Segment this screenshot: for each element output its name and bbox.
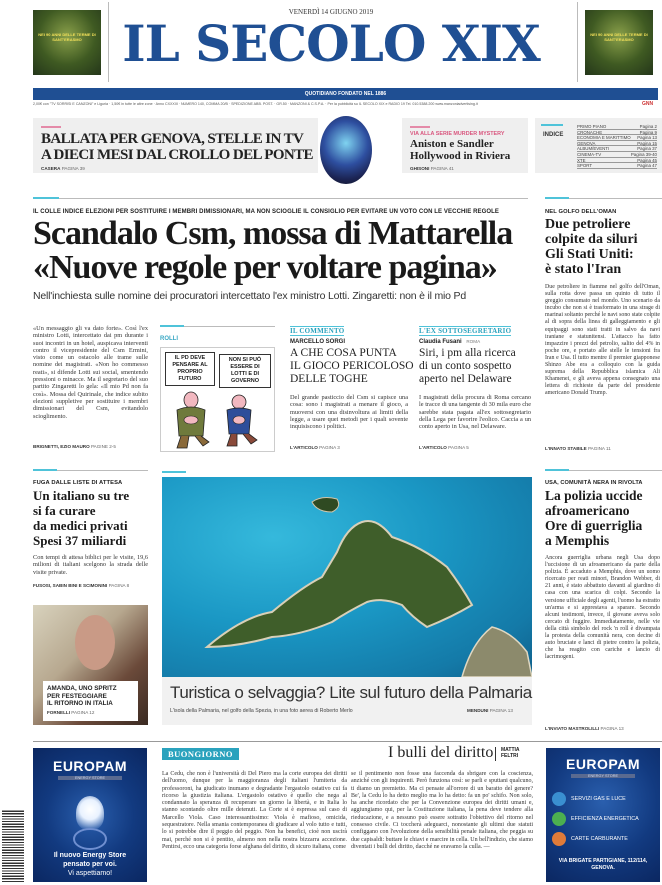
- ad-right-service-3: [552, 832, 628, 846]
- palmaria-page: PAGINA 13: [489, 708, 513, 713]
- oman-body: Due petroliere in fiamme nel golfo dell'Oman, sulla rotta dove passa un quinto di tutto il greggio consumato nel mondo. Uno scenario da incubo che non si è trasformato in una strage di marinai soltanto perché le navi sono state colpite al di sopra della linea di galleggiamento e gli equipaggi sono stati tratti in salvo da navi iraniane e statunitensi. L'attacco ha fatto impazzire i prezzi del petrolio, salito del 4% in poche ore, e portato alle stelle le tensioni fra Iran e Usa. Il tutto mentre il premier giapponese Shinzo Abe era a colloquio con la guida suprema della Repubblica islamica Ali Khamenei, e gli aveva appena consegnato una lettera di richieste da parte del presidente americano Donald Trump.: [545, 284, 660, 397]
- amanda-photo[interactable]: [33, 605, 148, 725]
- teaser-left[interactable]: [33, 118, 318, 173]
- lead-credit: [33, 444, 116, 449]
- house-icon: [552, 812, 566, 826]
- cartoon-bubble-left: IL PD DEVE PENSARE AL PROPRIO FUTURO: [165, 352, 215, 386]
- founded-bar: [33, 88, 658, 100]
- teaser-left-page: PAGINA 39: [61, 166, 85, 171]
- index-section: PRIMO PIANO: [577, 124, 607, 129]
- comment-credit: [290, 445, 340, 450]
- oman-author: L'INNATO STABILE: [545, 446, 587, 451]
- oman-credit: [545, 446, 611, 451]
- fuel-icon: [552, 832, 566, 846]
- comment-body: Del grande pasticcio del Csm si capisce una cosa: sono i magistrati a menare il gioco, a muoversi con una disinvoltura ai limiti della legge, a usare quei metodi per i quali sovente inquisiscono i politici.: [290, 394, 408, 431]
- palmaria-photo[interactable]: [162, 477, 532, 677]
- memphis-author: L'INVIATO MASTROLILLI: [545, 726, 600, 731]
- bottom-rule: [33, 741, 662, 742]
- index-accent: [541, 124, 563, 126]
- index-page: Pagina 37: [637, 146, 657, 152]
- memphis-title-3[interactable]: Ore di guerriglia: [545, 518, 643, 533]
- buongiorno-author: [501, 747, 520, 759]
- memphis-page: PAGINA 13: [600, 726, 624, 731]
- siri-author: Claudia Fusani: [419, 339, 462, 345]
- siri-title-1[interactable]: Siri, i pm alla ricerca: [419, 347, 516, 359]
- ad-right-address-2: GENOVA.: [591, 865, 615, 871]
- amanda-author: FORNELLI: [47, 709, 70, 715]
- ad-right-service-2: [552, 812, 639, 826]
- memphis-body: Ancora guerriglia urbana negli Usa dopo l'uccisione di un afroamericano da parte della polizia. È accaduto a Memphis, dove un uomo ricercato per reati minori, Brandon Webber, di 21 anni, è stato abbattuto davanti al giardino di casa con una scarica di colpi. Secondo la versione ufficiale degli agenti, l'uomo ha estratto un'arma e si apprestava a sparare. Secondo alcuni testimoni, invece, il giovane aveva solo cercato di fuggire. Immediatamente, nelle vie della città simbolo del rock 'n roll è divampata la protesta della comunità nera, con decine di auto bruciate e lanci di pietre contro la polizia, che ha reagito con cariche e lancio di lacrimogeni.: [545, 555, 660, 661]
- founded-text: QUOTIDIANO FONDATO NEL 1886: [304, 91, 387, 97]
- price-line: 2,00€ con "TV SORRISI E CANZONI" e Liguria · 1,50€ in tutte le altre zone · Anno CXXXIII · NUMERO 140, COMMA 20/B · SPEDIZIONE ABB. POST. · GR.50 · MANZONI & C.S.P.A. · Per la pubblicità su IL SECOLO XIX e RADIO 19 Tel. 010.5388.200 www.manzoniadvertising.it: [33, 102, 478, 106]
- buongiorno-col-2: se il pentimento non fosse una faccenda da sbrigare con la coscienza, anziché con gli inquirenti. Però funziona così: se parli e sputtani qualcuno, ti diamo un premietto. Ma ci pensate all'orrore di un baratto del genere? Be', la Cedu lo ha detto meglio ma lo ha detto: fa un po' schifo. Non solo, ha anche ricordato che per la Convenzione europea dei diritti umani e, aggiungiamo qui, per la Costituzione italiana, la pena deve tendere alla rieducazione, e a nessuno può essere sottratto l'obiettivo del ritorno nel consesso civile. Ci toccherà adeguarci, nonostante gli ultimi due statuti configgano con l'evoluzione della sensibilità penale italiana, che peggia su due capisaldi: buttare le chiavi e marcire in cella. Un bell'indizio, che siamo diventati i bulli del diritto, dacché ne eravamo la culla. —: [351, 771, 534, 850]
- cartoon-frame[interactable]: [160, 347, 275, 452]
- health-body: Con tempi di attesa biblici per le visite, 19,6 milioni di italiani scelgono la strada delle visite private.: [33, 554, 148, 576]
- comment-credit-label: L'ARTICOLO: [290, 445, 318, 450]
- lead-kicker: IL COLLE INDICE ELEZIONI PER SOSTITUIRE I MEMBRI DIMISSIONARI, MA NON SCIOGLIE IL CONSIGLIO PER EVITARE UN VOTO CON LE VECCHIE REGOLE: [33, 209, 500, 215]
- ad-right-service-label: EFFICIENZA ENERGETICA: [571, 816, 639, 822]
- index-page: Pagina 15: [637, 140, 657, 146]
- teaser-photo-stage[interactable]: [320, 116, 372, 184]
- index-section: ALBUM/EVENTI: [577, 146, 610, 152]
- health-title-3[interactable]: da medici privati: [33, 518, 128, 533]
- health-credit: [33, 583, 129, 588]
- index-section: GENOVA: [577, 140, 596, 146]
- siri-byline: [419, 339, 480, 345]
- ad-right-service-label: CARTE CARBURANTE: [571, 836, 628, 842]
- ad-left-brand: EUROPAM: [52, 758, 128, 774]
- cartoon-label: ROLLI: [160, 336, 178, 342]
- buongiorno-title[interactable]: I bulli del diritto: [388, 744, 494, 761]
- amanda-caption-2: PER FESTEGGIARE: [47, 692, 107, 700]
- buongiorno-label: BUONGIORNO: [162, 748, 239, 760]
- index-section: XTE: [577, 157, 586, 163]
- teaser-left-title-1: BALLATA PER GENOVA, STELLE IN TV: [41, 131, 304, 147]
- ear-ad-right-text: NEI 90 ANNI DELLE TERME DI SANT'ERASMO: [590, 32, 648, 42]
- teaser-middle-page: PAGINA 41: [430, 166, 454, 171]
- memphis-title-1[interactable]: La polizia uccide: [545, 488, 643, 503]
- siri-title-3[interactable]: aperto nel Delaware: [419, 373, 512, 385]
- amanda-credit: [47, 710, 134, 715]
- gas-light-icon: [552, 792, 566, 806]
- siri-page: PAGINA 5: [448, 445, 469, 450]
- ad-right-tagline: ENERGY STORE: [571, 774, 635, 778]
- health-author: FUSOSI, SABIN BINI E SCIMONINI: [33, 583, 108, 588]
- teaser-middle-title-2: Hollywood in Riviera: [410, 150, 511, 162]
- health-page: PAGINA 8: [108, 583, 130, 588]
- health-title-4[interactable]: Spesi 37 miliardi: [33, 533, 127, 548]
- siri-credit-label: L'ARTICOLO: [419, 445, 447, 450]
- ad-right-address-1: VIA BRIGATE PARTIGIANE, 112/114,: [558, 858, 648, 864]
- cartoon-bubble-right: NON SI PUÒ ESSERE DI LOTTI E DI GOVERNO: [219, 354, 271, 388]
- lead-top-rule: [33, 198, 528, 199]
- siri-body: I magistrati della procura di Roma cercano le tracce di una tangente di 30 mila euro che sarebbe stata pagata all'ex sottosegretario della Lega per favorire l'eolico. Caccia a un conto aperto in Usa, nel Delaware.: [419, 394, 531, 431]
- comment-kicker: IL COMMENTO: [290, 327, 345, 335]
- index-section: SPORT: [577, 163, 593, 169]
- index-page: Pagina 47: [637, 163, 657, 169]
- pacifier-ring-icon: [73, 828, 107, 850]
- siri-title-2[interactable]: di un conto sospetto: [419, 360, 512, 372]
- amanda-caption-3: IL RITORNO IN ITALIA: [47, 700, 113, 707]
- index-section: ECONOMIA E MARITTIMO: [577, 135, 631, 141]
- buongiorno-col-1: La Cedu, che non è l'università di Del Piero ma la corte europea dei diritti dell'uomo, dunque per la maggioranza degli italiani l'umiteria da professoroni, ha giudicato inumano e degradante l'ergastolo ostativo cui fa ricorso la giustizia italiana. L'ergastolo ostativo è quello che nega al condannato la speranza di recuperare un giorno la libertà, e in Italia lo stanno scontando oltre mille detenuti. La Corte si è espressa sul caso di Marcello Viola. Caso interessantissimo: Viola è mafioso, omicida, sequestratore. Nella smania contemporanea di giudicare al volo tutto e tutti, lo si potrebbe dire il peggio del peggio. Non ha benefici, cioè non uscirà mai, perché non si è pentito, almeno non nella nostra bizzarra accezione. Pentirsi, ecco una categoria forse afghana del diritto, di sicuro italiana, come: [162, 771, 347, 850]
- palmaria-credit: [467, 708, 513, 713]
- teaser-middle[interactable]: [402, 118, 528, 173]
- corner-logo: GNN: [642, 101, 654, 107]
- ad-left-tagline: ENERGY STORE: [58, 776, 122, 780]
- health-title-2[interactable]: si fa curare: [33, 503, 96, 518]
- palmaria-accent: [162, 471, 186, 473]
- ad-left[interactable]: [33, 748, 147, 882]
- teaser-middle-accent: [410, 126, 430, 128]
- ad-right-service-label: SERVIZI GAS E LUCE: [571, 796, 626, 802]
- health-kicker: FUGA DALLE LISTE DI ATTESA: [33, 480, 123, 486]
- comment-author: MARCELLO SORGI: [290, 339, 345, 345]
- lead-headline-2[interactable]: «Nuove regole per voltare pagina»: [33, 249, 497, 286]
- palmaria-caption-box: [162, 677, 532, 725]
- index-section: CINEMA-TV: [577, 151, 602, 157]
- index-section: CRONACHE: [577, 129, 603, 135]
- teaser-middle-credit: [410, 166, 454, 171]
- ad-right-service-1: [552, 792, 626, 806]
- cartoon-figures: [161, 388, 275, 452]
- lead-subhead: Nell'inchiesta sulle nomine dei procuratori intercettato l'ex ministro Lotti. Zingaretti: non è il mio Pd: [33, 290, 466, 302]
- comment-title-2[interactable]: IL GIOCO PERICOLOSO: [290, 360, 414, 372]
- teaser-left-author: CASERA: [41, 166, 61, 171]
- memphis-title-4[interactable]: a Memphis: [545, 533, 610, 548]
- comment-title-3[interactable]: DELLE TOGHE: [290, 373, 368, 385]
- buongiorno-title-divider: [495, 747, 496, 761]
- teaser-middle-kicker: VIA ALLA SERIE MURDER MYSTERY: [410, 131, 505, 137]
- figure-green: [177, 392, 209, 448]
- siri-credit: [419, 445, 469, 450]
- amanda-caption-box: [43, 681, 138, 721]
- palmaria-caption: L'isola della Palmaria, nel golfo della Spezia, in una foto aerea di Roberto Merlo: [170, 708, 353, 714]
- palmaria-author: MENDUNI: [467, 708, 489, 713]
- oman-kicker: NEL GOLFO DELL'OMAN: [545, 209, 617, 215]
- index-page: Pagina 9: [639, 129, 657, 135]
- teaser-left-title-2: A DIECI MESI DAL CROLLO DEL PONTE: [41, 147, 313, 163]
- cartoon-accent: [160, 325, 184, 327]
- comment-title-1[interactable]: A CHE COSA PUNTA: [290, 347, 397, 359]
- index-box: [535, 118, 662, 173]
- siri-location: ROMA: [466, 339, 481, 344]
- index-page: Pagina 2: [639, 124, 657, 129]
- masthead: [0, 0, 662, 115]
- oman-title-3[interactable]: Gli Stati Uniti:: [545, 247, 634, 262]
- siri-kicker: L'EX SOTTOSEGRETARIO: [419, 327, 512, 335]
- bulb-icon: [76, 796, 104, 830]
- ad-left-line-2: pensato per voi.: [63, 861, 117, 868]
- lead-author: BRIGNETTI, EZIO MAURO: [33, 444, 90, 449]
- index-list: [577, 124, 657, 169]
- health-accent: [33, 469, 57, 471]
- index-row[interactable]: [577, 163, 657, 169]
- index-page: Pagina 45: [637, 157, 657, 163]
- amanda-face: [75, 615, 115, 670]
- memphis-accent: [545, 469, 569, 471]
- index-page: Pagina 13: [637, 135, 657, 141]
- figure-blue: [227, 395, 257, 446]
- ad-left-line-1: Il nuovo Energy Store: [53, 852, 127, 859]
- index-label: INDICE: [543, 132, 564, 138]
- lead-body: «Un messaggio gli va dato forte». Così l'ex ministro Lotti, intercettato dai pm durante i suoi incontri in un hotel, auspicava interventi contro il vicepresidente del Csm Ermini, visto come un ostacolo alle trame sulle nomine dei magistrati. «Non ho commesso reati», si difende Lotti sui social, smentendo pressioni o minacce. Ma il segretario del suo partito Zingaretti lo gela: «Il mio Pd non fa così». Mossa del Quirinale, che indice subito elezioni suppletive per sostituire i membri dimissionari del Csm, evitandolo scioglimento.: [33, 325, 148, 420]
- teaser-middle-title-1: Aniston e Sandler: [410, 138, 494, 150]
- teaser-middle-author: GHISONI: [410, 166, 430, 171]
- lead-headline-1[interactable]: Scandalo Csm, mossa di Mattarella: [33, 215, 513, 252]
- index-page: Pagina 39-40: [630, 151, 657, 157]
- amanda-caption-1: AMANDA, UNO SPRITZ: [47, 685, 117, 692]
- memphis-kicker: USA, COMUNITÀ NERA IN RIVOLTA: [545, 480, 643, 486]
- ad-right-brand: EUROPAM: [565, 756, 641, 772]
- masthead-title[interactable]: IL SECOLO XIX: [122, 14, 540, 73]
- ad-right[interactable]: [546, 748, 660, 882]
- island-shape: [162, 477, 532, 677]
- lead-page: PAGINE 2-5: [90, 444, 116, 449]
- masthead-title-wrap: [0, 14, 662, 73]
- buongiorno-author-first: MATTIA: [501, 747, 520, 753]
- oman-title-4[interactable]: è stato l'Iran: [545, 262, 622, 277]
- lead-accent: [33, 197, 59, 199]
- memphis-title-2[interactable]: afroamericano: [545, 503, 630, 518]
- teaser-left-accent: [41, 126, 61, 128]
- ad-left-line-3: Vi aspettiamo!: [67, 870, 113, 877]
- oman-title-2[interactable]: colpite da siluri: [545, 232, 638, 247]
- amanda-page: PAGINA 12: [71, 709, 95, 715]
- comment-page: PAGINA 3: [319, 445, 340, 450]
- oman-accent: [545, 197, 569, 199]
- health-title-1[interactable]: Un italiano su tre: [33, 488, 130, 503]
- issue-date: VENERDÌ 14 GIUGNO 2019: [288, 8, 374, 16]
- barcode: [2, 810, 24, 882]
- oman-page: PAGINA 11: [587, 446, 611, 451]
- buongiorno-author-last: FELTRI: [501, 753, 519, 759]
- palmaria-headline[interactable]: Turistica o selvaggia? Lite sul futuro della Palmaria: [170, 683, 532, 702]
- ear-ad-left-text: NEI 90 ANNI DELLE TERME DI SANT'ERASMO: [38, 32, 96, 42]
- memphis-credit: [545, 726, 624, 731]
- oman-title-1[interactable]: Due petroliere: [545, 217, 631, 232]
- teaser-left-credit: [41, 166, 85, 171]
